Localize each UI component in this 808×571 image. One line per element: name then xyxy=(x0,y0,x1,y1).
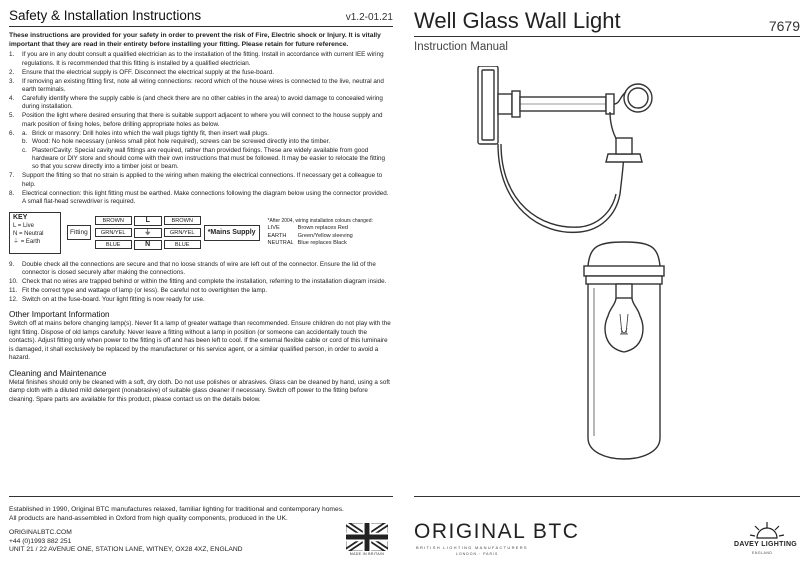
step-text: Electrical connection: this light fitting must be earthed. Make connections following the diagram below using the connector provided. A small flat-head screwdriver is required. xyxy=(22,189,389,206)
colour-change-title: *After 2004, wiring installation colours changed: xyxy=(267,218,373,225)
list-item xyxy=(9,287,393,295)
step-text: Carefully identify where the supply cable is (and check there are no other cables in the area) to avoid damage to concealed wiring during installation. xyxy=(22,95,383,111)
table-cell: NEUTRAL xyxy=(267,239,294,246)
wire-colour-fitting: BROWN xyxy=(95,216,132,225)
step-number: 2. xyxy=(9,68,15,76)
step-text: Check that no wires are trapped behind or within the fitting and complete the installation, referring to the installation diagram inside. xyxy=(22,278,387,286)
wiring-key xyxy=(9,212,61,254)
terminal-earth: ⏚ xyxy=(134,228,162,238)
step-text: Switch on at the fuse-board. Your light fitting is now ready for use. xyxy=(22,296,205,304)
steps-list-continued xyxy=(9,261,393,305)
phone-number: +44 (0)1993 882 251 xyxy=(9,537,72,545)
manual-cover xyxy=(414,8,800,53)
sub-text: Brick or masonry: Drill holes into which the wall plugs tightly fit, then insert wall plugs. xyxy=(32,129,269,137)
sub-letter: c. xyxy=(22,146,27,154)
intro-text: These instructions are provided for your safety in order to prevent the risk of Fire, Electric shock or Injury. It is vitally important that they are read in their entirety before installing your fitting. Please retain for future reference. xyxy=(9,32,381,48)
brand-logo: ORIGINAL BTC xyxy=(414,520,580,543)
wire-colour-fitting: GRN/YEL xyxy=(95,228,132,237)
list-item xyxy=(9,78,393,95)
assembled-text: All products are hand-assembled in Oxford from high quality components, produced in the UK. xyxy=(9,514,288,522)
other-info-text: Switch off at mains before changing lamp(s). Never fit a lamp of greater wattage than recommended. Ensure children do not play with the light fitting. Dispose of old lamps carefully. Never leave a fitting without a lamp in position (or someone can accidentally touch the contacts). Adjust fitting only when power to the fitting is off and has been left to cool. If the external flexible cable or cord of this luminaire is damaged, it shall exclusively be replaced by the manufacturer or his service agent, or a similar qualified person, in order to avoid a hazard. xyxy=(9,320,391,362)
wiring-diagram xyxy=(9,211,393,255)
key-neutral: N = Neutral xyxy=(13,230,44,237)
table-cell: LIVE xyxy=(267,225,280,232)
step-text: If removing an existing fitting first, note all wiring connections: record which of the house wires is connected to the live, neutral and earth terminals. xyxy=(22,77,384,93)
earth-icon: ⏚ xyxy=(13,238,20,245)
list-item xyxy=(9,112,393,129)
list-item xyxy=(9,172,393,189)
version-label: v1.2-01.21 xyxy=(345,12,393,23)
sub-letter: b. xyxy=(22,138,28,146)
table-row xyxy=(268,225,357,232)
list-item xyxy=(9,278,393,286)
established-text: Established in 1990, Original BTC manufactures relaxed, familiar lighting for traditional and contemporary homes. xyxy=(9,506,344,513)
address: UNIT 21 / 22 AVENUE ONE, STATION LANE, WITNEY, OX28 4XZ, ENGLAND xyxy=(9,546,243,554)
steps-list xyxy=(9,51,393,206)
mains-supply-label: *Mains Supply xyxy=(204,225,260,241)
right-footer-line xyxy=(414,496,800,497)
brand-cities: LONDON · PARIS xyxy=(456,552,499,556)
cleaning-heading: Cleaning and Maintenance xyxy=(9,368,107,378)
step-text: Ensure that the electrical supply is OFF. Disconnect the electrical supply at the fuse-board. xyxy=(22,68,274,76)
list-item xyxy=(9,296,393,304)
table-row xyxy=(268,233,357,240)
sub-letter: a. xyxy=(22,129,28,137)
website-link[interactable]: ORIGINALBTC.COM xyxy=(9,529,72,537)
terminal-neutral: N xyxy=(134,240,162,250)
left-footer xyxy=(9,496,393,555)
list-item xyxy=(9,261,393,278)
well-glass-lamp-illustration xyxy=(470,66,680,476)
wire-colour-supply: BROWN xyxy=(164,216,201,225)
step-number: 4. xyxy=(9,95,15,102)
sub-item xyxy=(22,138,393,146)
step-number: 5. xyxy=(9,112,15,120)
manual-subtitle: Instruction Manual xyxy=(414,41,508,53)
wire-colour-fitting: BLUE xyxy=(95,240,132,249)
safety-title: Safety & Installation Instructions xyxy=(9,8,202,23)
step-text: If you are in any doubt consult a qualified electrician as to the installation of the fitting. Install in accordance with current IEE wiring regulations. It is recommended that this fitting is installed by a qualified electrician. xyxy=(22,51,384,67)
wire-row-neutral xyxy=(95,240,201,250)
wire-row-earth xyxy=(95,228,201,238)
sub-item xyxy=(22,147,393,172)
step-number: 12. xyxy=(9,296,18,304)
product-title: Well Glass Wall Light xyxy=(414,8,621,33)
terminal-live: L xyxy=(134,216,162,226)
step-number: 3. xyxy=(9,77,15,85)
table-cell: Green/Yellow sleeving xyxy=(297,232,353,239)
list-item xyxy=(9,130,393,172)
davey-lighting-country: ENGLAND xyxy=(752,551,773,555)
wire-colour-supply: GRN/YEL xyxy=(164,228,201,237)
davey-lighting-wordmark: DAVEY LIGHTING xyxy=(734,541,798,548)
step-text: Fit the correct type and wattage of lamp (or less). Be careful not to overtighten the lamp. xyxy=(22,287,268,295)
step-number: 8. xyxy=(9,189,15,197)
key-earth-label: = Earth xyxy=(20,238,41,245)
step-text xyxy=(22,130,393,172)
list-item xyxy=(9,69,393,77)
wire-row-live xyxy=(95,216,201,226)
list-item xyxy=(9,95,393,112)
colour-change-table xyxy=(268,225,357,247)
contact-details xyxy=(9,529,393,555)
sub-text: Wood: No hole necessary (unless small pilot hole required), screws can be screwed directly into the timber. xyxy=(32,138,331,146)
cleaning-text: Metal finishes should only be cleaned with a soft, dry cloth. Do not use polishes or abrasives. Glass can be cleaned by hand, using a soft damp cloth with a diluted mild detergent (nonabrasive) of suitable glass cleaner if necessary. Switch off power to the fitting before cleaning. Spare parts are available for this product, please contact us on the details below. xyxy=(9,378,390,403)
fitting-label: Fitting xyxy=(67,225,91,240)
other-info-heading: Other Important Information xyxy=(9,310,110,320)
list-item xyxy=(9,190,393,207)
table-cell: Blue replaces Black xyxy=(297,239,347,246)
step-number: 7. xyxy=(9,172,15,180)
step-number: 1. xyxy=(9,51,15,59)
table-cell: Brown replaces Red xyxy=(297,225,349,232)
union-jack-icon xyxy=(346,523,388,551)
step-number: 6. xyxy=(9,129,15,137)
right-header xyxy=(414,8,800,37)
step-text: Position the light where desired ensuring that there is suitable support adjacent to where you will connect to the house supply and mark position of fixing holes, before drilling appropriate holes as below. xyxy=(22,112,383,128)
sub-item xyxy=(22,130,393,138)
list-item xyxy=(9,51,393,68)
colour-change-note xyxy=(268,218,374,247)
brand-tagline: BRITISH LIGHTING MANUFACTURERS xyxy=(416,545,528,550)
left-header xyxy=(9,8,393,27)
wire-colour-supply: BLUE xyxy=(164,240,201,249)
step-number: 11. xyxy=(9,287,18,295)
step-text: Support the fitting so that no strain is applied to the wiring when making the electrical connections. If necessary get a colleague to help. xyxy=(22,172,383,188)
table-cell: EARTH xyxy=(267,232,287,239)
product-code: 7679 xyxy=(768,18,800,34)
table-row xyxy=(268,240,357,247)
key-live: L = Live xyxy=(13,222,34,229)
made-in-britain-label: MADE IN BRITAIN xyxy=(349,552,385,556)
safety-instructions-page xyxy=(9,8,393,404)
step-number: 10. xyxy=(9,278,18,286)
sub-text: Plaster/Cavity: Special cavity wall fittings are required, rather than provided fixings. These are widely available from good hardware or DIY store and should come with their own instructions that must be followed. It may be easier to relocate the fitting so that you screw directly into a timber joist or beam. xyxy=(32,146,386,171)
key-title: KEY xyxy=(13,213,28,221)
step-number: 9. xyxy=(9,260,15,268)
step-text: Double check all the connections are secure and that no loose strands of wire are left out of the connector. Ensure the lid of the connector is closed securely after making the connections. xyxy=(22,260,376,277)
key-earth xyxy=(13,238,57,246)
wire-rows xyxy=(95,216,201,250)
